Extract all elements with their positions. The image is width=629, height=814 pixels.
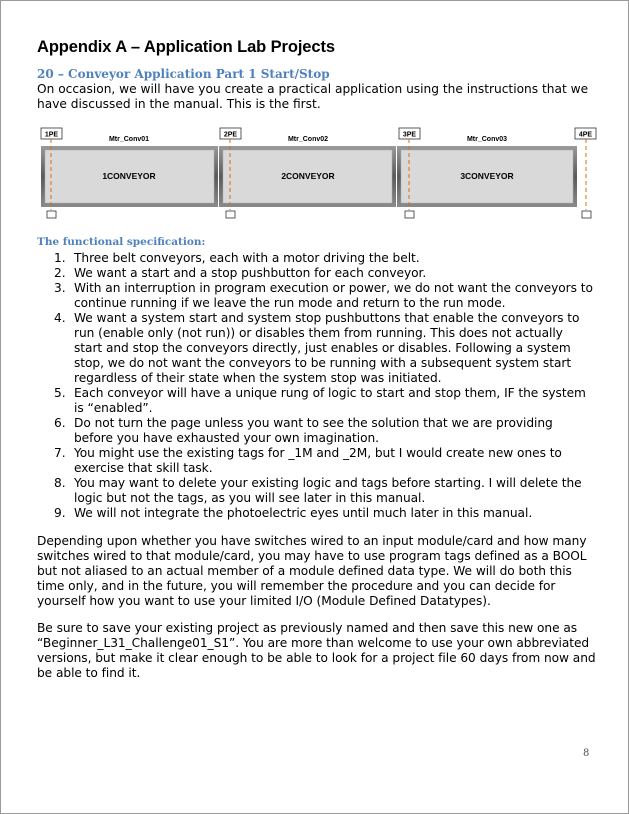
spec-item-number: 3. xyxy=(54,281,66,295)
page-number: 8 xyxy=(583,748,590,759)
spec-item-number: 9. xyxy=(54,506,66,520)
conveyor-2-motor-label: Mtr_Conv02 xyxy=(287,136,329,143)
conveyor-2-label: 2CONVEYOR xyxy=(281,171,335,181)
spec-item xyxy=(54,386,594,416)
spec-item xyxy=(54,446,594,476)
spec-item-number: 6. xyxy=(54,416,66,430)
spec-item-number: 4. xyxy=(54,311,66,325)
spec-item-number: 7. xyxy=(54,446,66,460)
spec-item-number: 8. xyxy=(54,476,66,490)
conveyor-1 xyxy=(41,136,218,207)
spec-item-text: Three belt conveyors, each with a motor driving the belt. xyxy=(74,251,420,265)
photo-eye-3-label: 3PE xyxy=(402,131,417,139)
conveyor-diagram xyxy=(38,126,598,222)
conveyor-2 xyxy=(219,136,396,207)
photo-eye-4 xyxy=(575,128,596,218)
spec-item-number: 5. xyxy=(54,386,66,400)
spec-item xyxy=(54,506,594,521)
spec-item-text: You may want to delete your existing logic and tags before starting. I will delete the logic but not the tags, as you will see later in this manual. xyxy=(74,476,582,505)
conveyor-3-label: 3CONVEYOR xyxy=(460,171,514,181)
spec-item-text: Do not turn the page unless you want to see the solution that we are providing before you have exhausted your own imagination. xyxy=(74,416,553,445)
spec-item-text: With an interruption in program execution or power, we do not want the conveyors to continue running if we leave the run mode and return to the run mode. xyxy=(74,281,593,310)
spec-item xyxy=(54,266,594,281)
spec-item xyxy=(54,476,594,506)
conveyor-3 xyxy=(397,136,577,207)
spec-item-text: We want a start and a stop pushbutton for each conveyor. xyxy=(74,266,427,280)
spec-item-number: 1. xyxy=(54,251,66,265)
conveyor-1-label: 1CONVEYOR xyxy=(102,171,156,181)
spec-item-text: Each conveyor will have a unique rung of logic to start and stop them, IF the system is “enabled”. xyxy=(74,386,586,415)
spec-item-text: We will not integrate the photoelectric eyes until much later in this manual. xyxy=(74,506,533,520)
spec-item xyxy=(54,251,594,266)
section-heading: 20 – Conveyor Application Part 1 Start/Stop xyxy=(37,67,330,81)
spec-item xyxy=(54,281,594,311)
intro-paragraph: On occasion, we will have you create a practical application using the instructions that we have discussed in the manual. This is the first. xyxy=(37,82,589,111)
spec-item-text: You might use the existing tags for _1M and _2M, but I would create new ones to exercise that skill task. xyxy=(74,446,562,475)
spec-item xyxy=(54,416,594,446)
photo-eye-4-label: 4PE xyxy=(578,131,593,139)
functional-spec-list xyxy=(54,251,594,521)
conveyor-3-motor-label: Mtr_Conv03 xyxy=(466,136,508,143)
spec-item xyxy=(54,311,594,386)
paragraph-save-project: Be sure to save your existing project as previously named and then save this new one as “Beginner_L31_Challenge01_S1”. You are more than welcome to use your own abbreviated versions, but make it clear enough to be able to look for a project file 60 days from now and be able to find it. xyxy=(37,621,596,680)
spec-item-number: 2. xyxy=(54,266,66,280)
spec-item-text: We want a system start and system stop pushbuttons that enable the conveyors to run (enable only (not run)) or disables them from running. This does not actually start and stop the conveyors directly, just enables or disables. Following a system stop, we do not want the conveyors to be running with a subsequent system start regardless of their state when the system stop was initiated. xyxy=(74,311,580,385)
photo-eye-2-label: 2PE xyxy=(223,131,238,139)
functional-spec-heading: The functional specification: xyxy=(37,236,206,248)
photo-eye-1-label: 1PE xyxy=(44,131,59,139)
conveyor-1-motor-label: Mtr_Conv01 xyxy=(108,136,150,143)
document-title: Appendix A – Application Lab Projects xyxy=(37,38,335,56)
paragraph-io-tags: Depending upon whether you have switches wired to an input module/card and how many switches wired to that module/card, you may have to use program tags defined as a BOOL but not aliased to an actual member of a module defined data type. We will do both this time only, and in the future, you will remember the procedure and you can decide for yourself how you want to use your limited I/O (Module Defined Datatypes). xyxy=(37,534,587,608)
